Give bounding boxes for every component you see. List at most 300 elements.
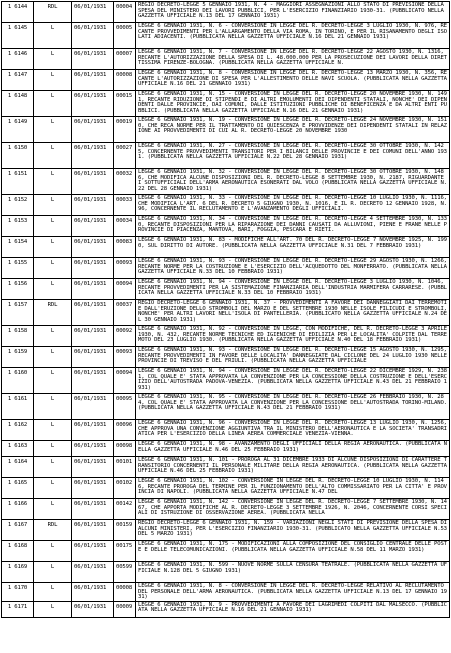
table-row [2,195,450,216]
table-row [2,143,450,169]
act-date [72,300,114,326]
act-description-text: LEGGE 6 GENNAIO 1931, N. 32 - CONVERSIONE IN LEGGE DEL R. DECRETO-LEGGE 30 OTTOBRE 1930, N. 1486, CHE MODIFICA ALCUNE DISPOSIZIONI DEL R. DECRETO-LEGGE 8 SETTEMBRE 1930, N. 2187, RIGUARDANTE I SOTTUFFICIALI DELL'ARMA AERONAUTICA ESONERATI DAL VOLO (PUBBLICATA NELLA GAZZETTA UFFICIALE N.22 DEL 28 GENNAIO 1931) [138,169,447,192]
act-date [72,49,114,70]
act-description-text: LEGGE 6 GENNAIO 1931, N. 102 - CONVERSIONE IN LEGGE DEL R. DECRETO-LEGGE 10 LUGLIO 1930, N. 1146, RECANTE PROROGA DEL TERMINE PER IL FUNZIONAMENTO DELL'ALTO COMMISSARIATO PER LA CITTA' E PROVINCIA DI NAPOLI. (PUBBLICATA NELLA GAZZETTA UFFICIALE N.47 DEL [138,478,447,495]
act-description [136,216,450,237]
entry-number-text: 1 6148 [7,93,28,99]
table-row [2,394,450,420]
act-description-text: LEGGE 6 GENNAIO 1931, N. 142 - CONVERSIONE IN LEGGE DEL R. DECRETO-LEGGE 7 SETTEMBRE 1930, N. 1467, CHE APPORTA MODIFICHE AL R. DECRETO-LEGGE 3 SETTEMBRE 1926, N. 2046, CONCERNENTE CORSI SPECIALI DI ISTRUZIONE DI OSSERVAZIONE AEREA. (PUBBLICATA NELLA [138,499,447,516]
act-description-text: LEGGE 6 GENNAIO 1931, N. 93 - CONVERSIONE IN LEGGE DEL R. DECRETO-LEGGE 15 AGOSTO 1930, N. 1295, RECANTE PROVVEDIMENTI IN FAVORE DELLE LOCALITA' DANNEGGIATE DAL CICLONE DEL 24 LUGLIO 1930 NELLE PROVINCIE DI TREVISO E DEL FRIULI. (PUBBLICATA NELLA GAZZETTA UFFICIALE [138,347,447,364]
act-date [72,91,114,117]
act-number [114,70,136,91]
act-type [34,237,72,258]
act-date [72,420,114,441]
act-number [114,394,136,420]
act-type [34,143,72,169]
entry-number [2,258,34,279]
act-number-text: 00142 [116,501,133,507]
act-date-text: 06/01/1931 [74,328,107,334]
act-description [136,169,450,195]
act-description-text: REGIO DECRETO-LEGGE 6 GENNAIO 1931, N. 37 - PROVVEDIMENTI A FAVORE DEI DANNEGGIATI DAI TERREMOTI E DALL'ERUZIONE DELLO STROMBOLI DEL MARZO E DEL SETTEMBRE 1930 NELLE ISOLE FILICUDI E STROMBOLI, NONCHE' PER ALTRI LAVORI NELL'ISOLA DI PANTELLERIA. (PUBBLICATO NELLA GAZZETTA UFFICIALE N.24 DEL 30 GENNAIO 1931) [138,300,447,323]
act-number [114,23,136,49]
act-date [72,2,114,23]
act-number [114,368,136,394]
act-description-text: LEGGE 6 GENNAIO 1931, N. 92 - CONVERSIONE IN LEGGE, CON MODIFICHE, DEL R. DECRETO-LEGGE 3 APRILE 1930, N. 432, RECANTE NORME TECNICHE ED IGIENICHE DI EDILIZIA PER LE LOCALITA' COLPITE DAL TERREMOTO DEL 23 LUGLIO 1930. (PUBBLICATA NELLA GAZZETTA UFFICIALE N.40 DEL 18 FEBBRAIO 1931) [138,326,447,343]
act-number [114,499,136,520]
table-row [2,541,450,562]
act-date-text: 06/01/1931 [74,93,107,99]
entry-number [2,420,34,441]
register-page [1,1,450,650]
act-date-text: 06/01/1931 [74,443,107,449]
entry-number [2,91,34,117]
entry-number-text: 1 6158 [7,328,28,334]
act-number [114,583,136,602]
table-row [2,279,450,300]
entry-number [2,601,34,617]
entry-number-text: 1 6170 [7,585,28,591]
act-date-text: 06/01/1931 [74,218,107,224]
entry-number-text: 1 6169 [7,564,28,570]
act-description [136,117,450,143]
act-date-text: 06/01/1931 [74,543,107,549]
act-description [136,394,450,420]
table-row [2,49,450,70]
entry-number-text: 1 6165 [7,480,28,486]
act-type [34,70,72,91]
table-row [2,441,450,457]
act-date-text: 06/01/1931 [74,480,107,486]
act-date [72,23,114,49]
table-row [2,326,450,347]
table-row [2,258,450,279]
table-row [2,2,450,23]
act-number-text: 00093 [116,349,133,355]
entry-number-text: 1 6161 [7,396,28,402]
act-number [114,49,136,70]
act-date-text: 06/01/1931 [74,302,107,308]
act-date [72,441,114,457]
table-row [2,300,450,326]
entry-number [2,441,34,457]
act-number [114,441,136,457]
act-number-text: 00094 [116,370,133,376]
act-date [72,499,114,520]
act-number [114,143,136,169]
act-number-text: 00007 [116,51,133,57]
table-row [2,91,450,117]
act-type-text: L [50,480,55,486]
act-type [34,117,72,143]
act-description-text: REGIO DECRETO-LEGGE 6 GENNAIO 1931, N. 159 - VARIAZIONI NEGLI STATI DI PREVISIONE DELLA SPESA DI ALCUNI MINISTERI, PER L'ESERCIZIO FINANZIARIO 1930-31. (PUBBLICATO NELLA GAZZETTA UFFICIALE N.53 DEL 5 MARZO 1931) [138,520,447,537]
entry-number-text: 1 6151 [7,171,28,177]
act-date [72,70,114,91]
act-type [34,2,72,23]
act-number [114,601,136,617]
act-description [136,70,450,91]
entry-number-text: 1 6154 [7,239,28,245]
act-description-text: LEGGE 6 GENNAIO 1931, N. 8 - CONVERSIONE IN LEGGE DEL R. DECRETO-LEGGE 13 MARZO 1930, N. 356, RECANTE L'AUTORIZZAZIONE DI SPESA PER L'ALLESTIMENTO DELLE NAVI SCUOLA. (PUBBLICATA NELLA GAZZETTA UFFICIALE N.16 DEL 21 GENNAIO 1931) [138,70,447,87]
act-type-text: L [50,218,55,224]
table-row [2,347,450,368]
act-description [136,258,450,279]
entry-number-text: 1 6155 [7,260,28,266]
table-row [2,562,450,583]
act-date [72,562,114,583]
act-type-text: RDL [47,302,58,308]
act-type-text: L [50,72,55,78]
act-type-text: L [50,281,55,287]
act-number [114,2,136,23]
act-type [34,394,72,420]
entry-number-text: 1 6157 [7,302,28,308]
act-number-text: 00092 [116,328,133,334]
entry-number-text: 1 6160 [7,370,28,376]
act-number [114,478,136,499]
entry-number-text: 1 6146 [7,51,28,57]
act-description [136,368,450,394]
act-date [72,368,114,394]
act-type [34,499,72,520]
act-number-text: 00093 [116,260,133,266]
act-type-text: L [50,459,55,465]
act-description [136,23,450,49]
act-date [72,143,114,169]
act-description [136,478,450,499]
entry-number-text: 1 6150 [7,145,28,151]
act-description [136,49,450,70]
act-description [136,300,450,326]
act-description-text: LEGGE 6 GENNAIO 1931, N. 9 - PROVVEDIMENTI A FAVORE DEI LAGRIMEDI COLPITI DAL MALSECCO. (PUBBLICATA NELLA GAZZETTA UFFICIALE N.16 DEL 21 GENNAIO 1931) [138,601,447,613]
act-number-text: 00175 [116,543,133,549]
act-date [72,326,114,347]
act-description [136,2,450,23]
act-date-text: 06/01/1931 [74,4,107,10]
act-date-text: 06/01/1931 [74,396,107,402]
entry-number-text: 1 6153 [7,218,28,224]
act-type [34,457,72,478]
act-type-text: L [50,25,55,31]
act-number-text: 00033 [116,197,133,203]
act-type [34,420,72,441]
act-description-text: LEGGE 6 GENNAIO 1931, N. 34 - CONVERSIONE IN LEGGE DEL R. DECRETO-LEGGE 4 SETTEMBRE 1930, N. 1330, RECANTE DISPOSIZIONI PER LA RIPARAZIONE DEI DANNI CAUSATI DA ALLUVIONI, PIENE E FRANE NELLE PROVINCIE DI PIACENZA, MANTOVA, BARI, FOGGIA, PESCARA E RIETI. [138,216,447,233]
act-description-text: LEGGE 6 GENNAIO 1931, N. 175 - MODIFICAZIONI ALLA COMPOSIZIONE DEL CONSIGLIO CENTRALE DELLE POSTE E DELLE TELECOMUNICAZIONI. (PUBBLICATA NELLA GAZZETTA UFFICIALE N.58 DEL 11 MARZO 1931) [138,541,447,553]
entry-number-text: 1 6159 [7,349,28,355]
act-description-text: LEGGE 6 GENNAIO 1931, N. 6 - CONVERSIONE IN LEGGE DEL R. DECRETO-LEGGE 3 LUGLIO 1930, N. 976, RECANTE PROVVEDIMENTI PER L'ALLARGAMENTO DELLA VIA ROMA, IN TORINO, E PER IL RISANAMENTO DEGLI ISOLATI ADIACENTI. (PUBBLICATA NELLA GAZZETTA UFFICIALE N.16 DEL 21 GENNAIO 1931) [138,23,447,40]
act-number-text: 00095 [116,396,133,402]
table-row [2,216,450,237]
act-date-text: 06/01/1931 [74,370,107,376]
act-type-text: L [50,197,55,203]
act-description-text: LEGGE 6 GENNAIO 1931, N. 33 - CONVERSIONE IN LEGGE DEL R. DECRETO-LEGGE 10 LUGLIO 1930, N. 1116, CHE MODIFICA L'ART. 6 DEL R. DECRETO 5 GIUGNO 1930, N. 1016, E IL R. DECRETO 12 GENNAIO 1928, N. 96, CONCERNENTE IL RECLUTAMENTO E L'AVANZAMENTO DEGLI UFFICIALI. [138,195,447,212]
act-number-text: 00019 [116,119,133,125]
act-date-text: 06/01/1931 [74,51,107,57]
act-description-text: LEGGE 6 GENNAIO 1931, N. 93 - CONVERSIONE IN LEGGE DEL R. DECRETO-LEGGE 29 AGOSTO 1930, N. 1266, RECANTE NORME PER LA COSTRUZIONE E L'ESERCIZIO DELL'ACQUEDOTTO DEL MONFERRATO. (PUBBLICATA NELLA GAZZETTA UFFICIALE N.33 DEL 10 FEBBRAIO 1931) [138,258,447,275]
act-date [72,347,114,368]
entry-number [2,300,34,326]
act-type-text: L [50,328,55,334]
act-type [34,258,72,279]
entry-number-text: 1 6171 [7,603,28,610]
act-number-text: 00005 [116,25,133,31]
act-description-text: LEGGE 6 GENNAIO 1931, N. 27 - CONVERSIONE IN LEGGE DEL R. DECRETO-LEGGE 30 OTTOBRE 1930, N. 1425, CONCERNENTE PROVVEDIMENTI TRANSITORI PER I BILANCI DELLE PROVINCIE E DEI COMUNI DELL'ANNO 1931. (PUBBLICATA NELLA GAZZETTA UFFICIALE N.22 DEL 28 GENNAIO 1931) [138,143,447,160]
entry-number [2,143,34,169]
laws-register-table [1,1,450,618]
act-number-text: 00083 [116,239,133,245]
act-date-text: 06/01/1931 [74,260,107,266]
act-type [34,601,72,617]
table-row [2,499,450,520]
act-date-text: 06/01/1931 [74,171,107,177]
entry-number-text: 1 6144 [7,4,28,10]
act-type-text: L [50,145,55,151]
act-type-text: L [50,93,55,99]
act-number-text: 00098 [116,443,133,449]
act-description [136,520,450,541]
act-date-text: 06/01/1931 [74,145,107,151]
act-number-text: 00096 [116,422,133,428]
act-number-text: 00034 [116,218,133,224]
act-date [72,117,114,143]
entry-number-text: 1 6166 [7,501,28,507]
act-number [114,117,136,143]
act-date [72,216,114,237]
act-type-text: L [50,239,55,245]
act-number [114,541,136,562]
act-date-text: 06/01/1931 [74,422,107,428]
table-row [2,601,450,617]
act-number [114,258,136,279]
act-date [72,541,114,562]
act-type-text: L [50,443,55,449]
act-description [136,583,450,602]
act-date [72,478,114,499]
act-description [136,91,450,117]
act-type [34,520,72,541]
act-type-text: L [50,370,55,376]
act-number-text: 00008 [116,585,133,591]
act-type [34,279,72,300]
entry-number [2,520,34,541]
table-row [2,70,450,91]
act-number [114,457,136,478]
act-type-text: L [50,260,55,266]
entry-number [2,347,34,368]
entry-number [2,541,34,562]
table-row [2,478,450,499]
act-number [114,91,136,117]
act-type-text: L [50,564,55,570]
act-date-text: 06/01/1931 [74,349,107,355]
table-row [2,23,450,49]
act-type-text: RDL [47,522,58,528]
act-description-text: LEGGE 6 GENNAIO 1931, N. 19 - CONVERSIONE IN LEGGE DEL R. DECRETO-LEGGE 24 NOVEMBRE 1930, N. 1510, CHE RECA NORME PER IL TRATTAMENTO DI QUIESCENZA E PROVVIDENZE DEI DIPENDENTI STATALI IN RELAZIONE AI PROVVEDIMENTI DI CUI AL R. DECRETO-LEGGE 20 NOVEMBRE 1930 [138,117,447,134]
act-type [34,347,72,368]
table-row [2,457,450,478]
act-number-text: 00008 [116,72,133,78]
act-type-text: L [50,349,55,355]
act-type [34,91,72,117]
table-row [2,520,450,541]
entry-number [2,49,34,70]
entry-number [2,499,34,520]
act-description-text: LEGGE 6 GENNAIO 1931, N. 96 - CONVERSIONE IN LEGGE DEL R. DECRETO-LEGGE 13 LUGLIO 1930, N. 1256, CHE APPROVA UNA CONVENZIONE AGGIUNTIVA TRA IL MINISTERO DELL'AERONAUTICA E LA SOCIETA' TRANSADRIATICA PER L'ESERCIZIO DELLA LINEA AEREA COMMERCIALE VENEZIA-VIENNA. [138,420,447,437]
act-type [34,326,72,347]
table-row [2,583,450,602]
act-number-text: 00004 [116,4,133,10]
act-number-text: 00101 [116,459,133,465]
act-date-text: 06/01/1931 [74,281,107,287]
entry-number [2,216,34,237]
act-type [34,195,72,216]
act-date [72,258,114,279]
act-type-text: L [50,501,55,507]
act-description [136,195,450,216]
entry-number-text: 1 6168 [7,543,28,549]
act-number [114,279,136,300]
act-type-text: L [50,543,55,549]
act-date-text: 06/01/1931 [74,25,107,31]
act-number-text: 00009 [116,603,133,610]
act-type-text: RDL [47,4,58,10]
act-number [114,195,136,216]
entry-number-text: 1 6163 [7,443,28,449]
act-description [136,279,450,300]
act-description-text: LEGGE 6 GENNAIO 1931, N. 599 - NUOVE NORME SULLA CENSURA TEATRALE. (PUBBLICATA NELLA GAZZETTA UFFICIALE N.128 DEL 5 GIUGNO 1931) [138,562,447,574]
entry-number [2,237,34,258]
act-date-text: 06/01/1931 [74,585,107,591]
act-type-text: L [50,171,55,177]
act-date-text: 06/01/1931 [74,522,107,528]
act-description [136,541,450,562]
act-description [136,457,450,478]
entry-number-text: 1 6162 [7,422,28,428]
act-description-text: REGIO DECRETO-LEGGE 5 GENNAIO 1931, N. 4 - MAGGIORI ASSEGNAZIONI ALLO STATO DI PREVISIONE DELLA SPESA DEL MINISTERO DEI LAVORI PUBBLICI, PER L'ESERCIZIO FINANZIARIO 1930-31. (PUBBLICATO NELLA GAZZETTA UFFICIALE N.13 DEL 17 GENNAIO 1931) [138,2,444,19]
act-date [72,195,114,216]
act-number [114,237,136,258]
act-number [114,326,136,347]
act-number [114,347,136,368]
act-type-text: L [50,585,55,591]
act-type-text: L [50,396,55,402]
act-type-text: L [50,603,55,610]
act-type [34,368,72,394]
entry-number-text: 1 6164 [7,459,28,465]
entry-number [2,2,34,23]
entry-number [2,583,34,602]
act-number-text: 00032 [116,171,133,177]
act-description [136,237,450,258]
act-description [136,326,450,347]
act-description [136,601,450,617]
entry-number [2,394,34,420]
act-type [34,562,72,583]
act-type [34,49,72,70]
act-date [72,457,114,478]
act-date [72,601,114,617]
table-row [2,420,450,441]
table-row [2,117,450,143]
act-date-text: 06/01/1931 [74,501,107,507]
act-date [72,279,114,300]
entry-number [2,23,34,49]
act-description [136,347,450,368]
act-description [136,499,450,520]
act-type-text: L [50,119,55,125]
entry-number-text: 1 6167 [7,522,28,528]
act-description-text: LEGGE 6 GENNAIO 1931, N. 98 - AVANZAMENTO DEGLI UFFICIALI DELLA REGIA AERONAUTICA. (PUBBLICATA NELLA GAZZETTA UFFICIALE N.46 DEL 25 FEBBRAIO 1931) [138,441,447,453]
act-description-text: LEGGE 6 GENNAIO 1931, N. 8 - CONVERSIONE IN LEGGE DEL R. DECRETO-LEGGE RELATIVO AL RECLUTAMENTO DEL PERSONALE DELL'ARMA AERONAUTICA. (PUBBLICATA NELLA GAZZETTA UFFICIALE N.13 DEL 17 GENNAIO 1931) [138,583,447,600]
act-type [34,583,72,602]
act-description-text: LEGGE 6 GENNAIO 1931, N. 7 - CONVERSIONE IN LEGGE DEL R. DECRETO-LEGGE 22 AGOSTO 1930, N. 1316, RECANTE L'AUTORIZZAZIONE DELLA SPESA DI L. 48.000.000 PER LA PROSECUZIONE DEI LAVORI DELLA DIRETTISSIMA FIRENZE-BOLOGNA. (PUBBLICATA NELLA GAZZETTA UFFICIALE N. [138,49,447,66]
act-date [72,237,114,258]
act-type [34,169,72,195]
entry-number [2,195,34,216]
table-row [2,368,450,394]
entry-number-text: 1 6152 [7,197,28,203]
act-description [136,441,450,457]
act-number-text: 00102 [116,480,133,486]
entry-number [2,279,34,300]
act-number [114,169,136,195]
entry-number [2,368,34,394]
act-date [72,394,114,420]
act-date-text: 06/01/1931 [74,239,107,245]
entry-number [2,478,34,499]
act-number [114,300,136,326]
entry-number [2,70,34,91]
act-type [34,23,72,49]
act-date-text: 06/01/1931 [74,459,107,465]
act-number [114,562,136,583]
act-date-text: 06/01/1931 [74,564,107,570]
act-description-text: LEGGE 6 GENNAIO 1931, N. 101 - PROROGA AL 31 DICEMBRE 1933 DI ALCUNE DISPOSIZIONI DI CARATTERE TRANSITORIO CONCERNENTI IL PERSONALE MILITARE DELLA REGIA AERONAUTICA. (PUBBLICATA NELLA GAZZETTA UFFICIALE N.46 DEL 25 FEBBRAIO 1931) [138,457,447,474]
act-number [114,420,136,441]
act-date [72,583,114,602]
act-date-text: 06/01/1931 [74,119,107,125]
act-type-text: L [50,422,55,428]
act-number-text: 00027 [116,145,133,151]
act-description-text: LEGGE 6 GENNAIO 1931, N. 94 - CONVERSIONE IN LEGGE DEL R. DECRETO-LEGGE 3 LUGLIO 1930, N. 1046, RECANTE PROVVEDIMENTI PER LA SISTEMAZIONE FINANZIARIA DELL'INDUSTRIA MARMIFERA CARRARESE. (PUBBLICATA NELLA GAZZETTA UFFICIALE N.33 DEL 10 FEBBRAIO 1931) [138,279,447,296]
table-row [2,237,450,258]
act-description [136,562,450,583]
act-type [34,216,72,237]
act-type-text: L [50,51,55,57]
entry-number [2,562,34,583]
table-row [2,169,450,195]
act-type [34,541,72,562]
act-type [34,441,72,457]
entry-number-text: 1 6145 [7,25,28,31]
act-number-text: 00015 [116,93,133,99]
entry-number [2,117,34,143]
act-number-text: 00037 [116,302,133,308]
act-description-text: LEGGE 6 GENNAIO 1931, N. 94 - CONVERSIONE IN LEGGE DEL R. DECRETO-LEGGE 22 DICEMBRE 1929, N. 2381, COL QUALE E' STATA APPROVATA LA CONVENZIONE PER LA CONCESSIONE DELLA COSTRUZIONE E DELL'ESERCIZIO DELL'AUTOSTRADA PADOVA-VENEZIA. (PUBBLICATA NELLA GAZZETTA UFFICIALE N.43 DEL 21 FEBBRAIO 1931) [138,368,447,391]
act-date [72,169,114,195]
act-description-text: LEGGE 6 GENNAIO 1931, N. 83 - MODIFICHE ALL'ART. 70 DEL R. DECRETO-LEGGE 7 NOVEMBRE 1925, N. 1990, SUL DIRITTO DI AUTORE. (PUBBLICATA NELLA GAZZETTA UFFICIALE N.31 DEL 7 FEBBRAIO 1931) [138,237,447,249]
entry-number [2,169,34,195]
act-date [72,520,114,541]
act-number-text: 00094 [116,281,133,287]
act-date-text: 06/01/1931 [74,72,107,78]
act-description [136,143,450,169]
entry-number [2,457,34,478]
entry-number-text: 1 6147 [7,72,28,78]
entry-number [2,326,34,347]
act-number-text: 00159 [116,522,133,528]
entry-number-text: 1 6156 [7,281,28,287]
act-date-text: 06/01/1931 [74,603,107,610]
